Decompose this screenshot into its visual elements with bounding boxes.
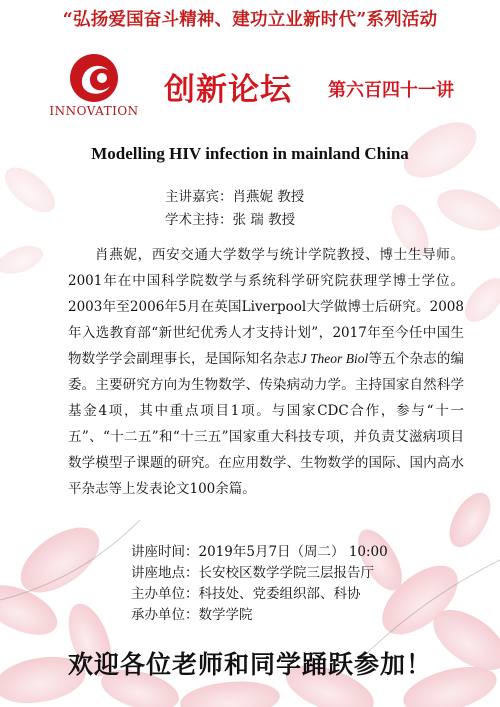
bio-paragraph	[68, 242, 464, 502]
people-block	[165, 186, 304, 232]
lecture-details	[131, 542, 388, 626]
speaker-line: 主讲嘉宾：肖燕妮 教授	[165, 189, 305, 205]
organizer: 主办单位：科技处、党委组织部、科协	[131, 586, 361, 602]
series-title: “弘扬爱国奋斗精神、建功立业新时代”系列活动	[62, 10, 438, 30]
lecture-number: 第六百四十一讲	[328, 80, 454, 101]
speaker-bio	[68, 242, 464, 502]
welcome-message: 欢迎各位老师和同学踊跃参加！	[67, 650, 432, 679]
host-line: 学术主持：张 瑞 教授	[165, 212, 296, 228]
talk-title: Modelling HIV infection in mainland China	[91, 144, 409, 163]
bio-journal-name: J Theor Biol	[300, 351, 369, 366]
bio-text-part1: 肖燕妮，西安交通大学数学与统计学院教授、博士生导师。2001年在中国科学院数学与系统科学研究院获理学博士学位。2003年至2006年5月在英国Liverpool大学做博士后研究。2008年入选教育部“新世纪优秀人才支持计划”，2017年至今任中国生物数学学会副理事长，是国际知名杂志	[68, 247, 464, 367]
logo-text: INNOVATION	[49, 104, 139, 118]
lecture-place: 讲座地点：长安校区数学学院三层报告厅	[131, 565, 374, 581]
forum-title: 创新论坛	[164, 72, 292, 108]
bio-text-part2: 等五个杂志的编委。主要研究方向为生物数学、传染病动力学。主持国家自然科学基金4项，其中重点项目1项。与国家CDC合作，参与“十一五”、“十二五”和“十三五”国家重大科技专项，并负责艾滋病项目数学模型子课题的研究。在应用数学、生物数学的国际、国内高水平杂志等上发表论文100余篇。	[68, 351, 465, 497]
host-unit: 承办单位：数学学院	[131, 607, 253, 623]
lecture-time: 讲座时间：2019年5月7日（周二） 10:00	[131, 544, 388, 560]
